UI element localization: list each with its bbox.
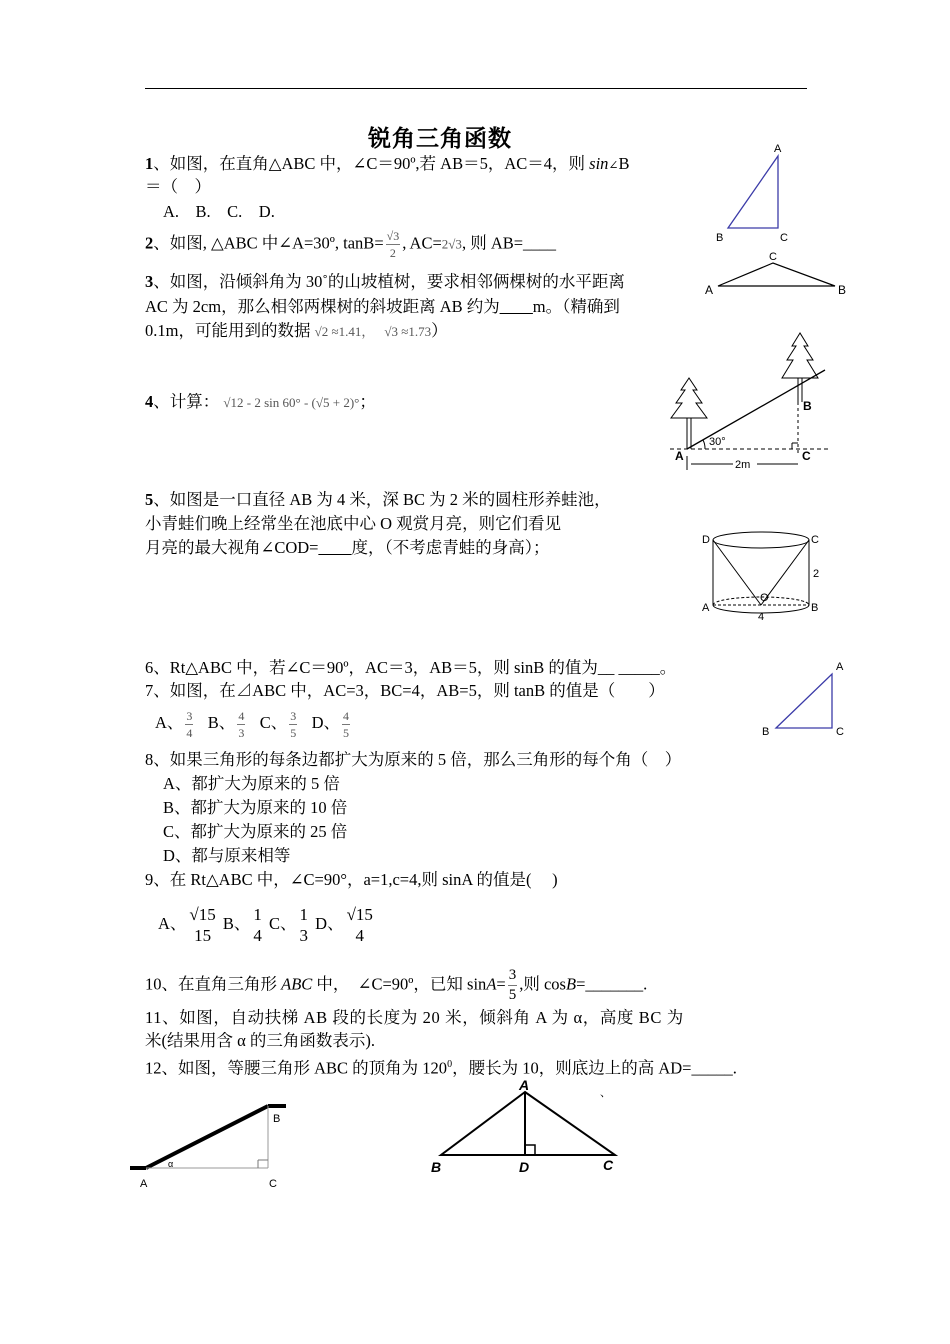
question-8-option-c: C、都扩大为原来的 25 倍	[163, 822, 348, 841]
fig5-label-w: 4	[758, 611, 765, 623]
fig12-label-a: A	[519, 1077, 530, 1093]
fig3-label-c: C	[802, 449, 811, 463]
question-11-line2: 米(结果用含 α 的三角函数表示).	[145, 1031, 376, 1050]
fig5-label-c: C	[811, 534, 819, 546]
question-8-option-d: D、都与原来相等	[163, 846, 291, 865]
fig1-label-b: B	[716, 232, 724, 244]
header-rule	[145, 88, 807, 89]
question-5-line1: 5、如图是一口直径 AB 为 4 米，深 BC 为 2 米的圆柱形养蛙池，	[145, 490, 611, 509]
figure-3-slope-trees	[665, 328, 835, 478]
question-3-line3: 0.1m，可能用到的数据 √2 ≈1.41， √3 ≈1.73）	[145, 321, 448, 340]
question-7-options: A、 $\frac{3}{4}$ B、 $\frac{4}{3}$ C、 $\frac{3}{5}$ D、 $\frac{4}{5}$	[155, 708, 349, 740]
question-2: 2、如图, △ABC 中∠A=30º, tanB= $\frac{√3}{2}$ , AC=2√3, 则 AB=____	[145, 229, 557, 260]
fig3-angle: 30°	[709, 436, 726, 448]
tree-left-icon	[671, 378, 707, 449]
question-7: 7、如图，在⊿ABC 中，AC=3，BC=4，AB=5，则 tanB 的值是（ ）	[145, 681, 665, 700]
figure-11-escalator	[128, 1098, 298, 1193]
fig11-label-b: B	[273, 1113, 281, 1125]
fig11-label-a: A	[140, 1178, 148, 1190]
question-1: 1、如图，在直角△ABC 中，∠C＝90º,若 AB＝5，AC＝4，则 sin∠B	[145, 154, 630, 173]
question-8-option-b: B、都扩大为原来的 10 倍	[163, 798, 348, 817]
question-4: 4、计算： √12 - 2 sin 60° - (√5 + 2)°；	[145, 392, 376, 411]
figure-12-isosceles	[425, 1078, 625, 1183]
fig11-label-alpha: α	[168, 1159, 174, 1169]
fig11-label-c: C	[269, 1178, 277, 1190]
fig7-label-c: C	[836, 726, 844, 738]
question-6: 6、Rt△ABC 中，若∠C＝90º，AC＝3，AB＝5，则 sinB 的值为__ _____。	[145, 658, 677, 677]
fig3-dist: 2m	[735, 459, 751, 471]
question-11-line1: 11、如图，自动扶梯 AB 段的长度为 20 米，倾斜角 A 为 α，高度 BC 为	[145, 1008, 684, 1027]
figure-2-triangle	[700, 250, 860, 300]
question-1-line2: ＝（ ）	[145, 177, 211, 196]
fig2-label-c: C	[769, 251, 777, 263]
figure-1-triangle	[710, 140, 800, 245]
fig2-label-b: B	[838, 283, 847, 297]
fig12-label-d: D	[519, 1159, 530, 1175]
fig2-label-a: A	[705, 283, 714, 297]
fig7-label-a: A	[836, 661, 844, 673]
fig5-label-d: D	[702, 534, 710, 546]
question-3-line1: 3、如图，沿倾斜角为 30˚的山坡植树，要求相邻俩棵树的水平距离	[145, 272, 625, 291]
question-10: 10、在直角三角形 ABC 中， ∠C=90º，已知 sinA= $\frac{3}{5}$ ,则 cosB=_______.	[145, 967, 648, 1003]
page-title: 锐角三角函数	[368, 126, 512, 151]
fig5-label-h: 2	[813, 568, 820, 580]
q4-expression: √12 - 2 sin 60° - (√5 + 2)°	[223, 395, 360, 410]
figure-5-cylinder	[700, 525, 830, 625]
fig12-label-b: B	[431, 1159, 442, 1175]
question-9: 9、在 Rt△ABC 中，∠C=90°，a=1,c=4,则 sinA 的值是( )	[145, 870, 558, 889]
fig12-mark: 、	[600, 1087, 611, 1099]
figure-7-triangle	[760, 660, 855, 745]
fig1-label-c: C	[780, 232, 788, 244]
fig12-label-c: C	[603, 1157, 614, 1173]
fig5-label-b: B	[811, 602, 819, 614]
question-5-line2: 小青蛙们晚上经常坐在池底中心 O 观赏月亮，则它们看见	[145, 514, 562, 533]
fig5-label-a: A	[702, 602, 710, 614]
question-8: 8、如果三角形的每条边都扩大为原来的 5 倍，那么三角形的每个角（ ）	[145, 750, 682, 769]
question-8-option-a: A、都扩大为原来的 5 倍	[163, 774, 340, 793]
fig1-label-a: A	[774, 143, 782, 155]
fig3-label-b: B	[803, 399, 812, 413]
question-5-line3: 月亮的最大视角∠COD=____度，（不考虑青蛙的身高）；	[145, 538, 550, 557]
question-9-options: A、 √15 15 B、 1 4 C、 1 3 D、 √15 4	[158, 905, 373, 946]
fig7-label-b: B	[762, 726, 770, 738]
question-12: 12、如图，等腰三角形 ABC 的顶角为 $120^0$，腰长为 10，则底边上的高 AD=_____.	[145, 1058, 737, 1078]
tanb-fraction: $\frac{√3}{2}$	[386, 229, 400, 260]
question-3-line2: AC 为 2cm，那么相邻两棵树的斜坡距离 AB 约为____m。（精确到	[145, 297, 620, 316]
question-1-options: A. B. C. D.	[163, 202, 275, 221]
fig3-label-a: A	[675, 449, 684, 463]
fig5-label-o: O	[760, 592, 769, 604]
